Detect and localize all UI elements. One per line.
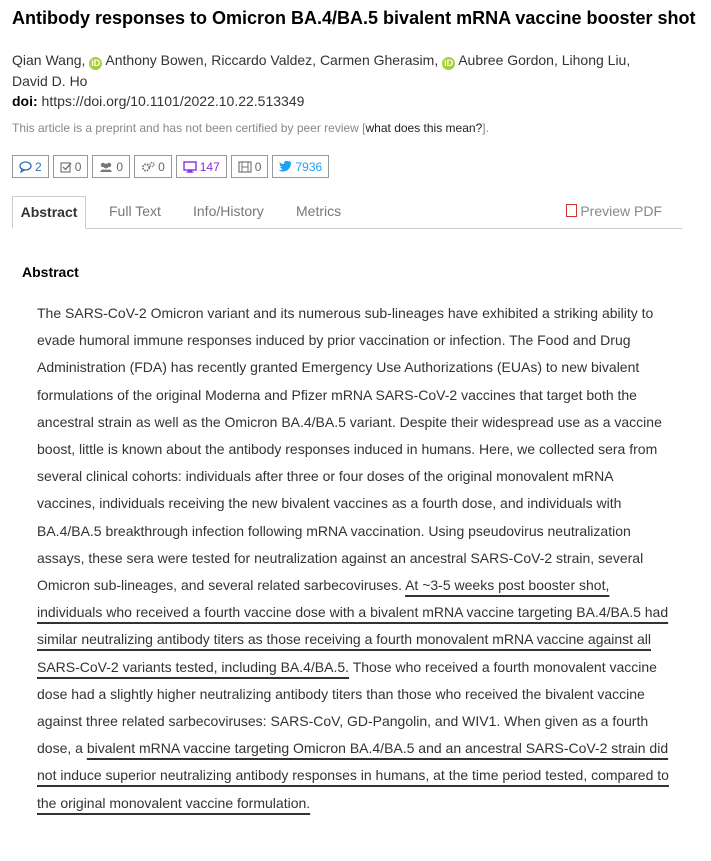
notice-end: ].: [482, 121, 489, 135]
abstract-sentence-1: The SARS-CoV-2 Omicron variant and its numerous sub-lineages have exhibited a striking ability to evade humoral immune responses induced by prior vaccination or infection. The Food and Drug Administration (FDA) has recently granted Emergency Use Authorizations (EUAs) to new bivalent formulations of the original Moderna and Pfizer mRNA SARS-CoV-2 vaccines that target both the ancestral strain as well as the Omicron BA.4/BA.5 variant. Despite their widespread use as a vaccine boost, little is known about the antibody responses induced in humans. Here, we collected sera from several clinical cohorts: individuals after three or four doses of the original monovalent mRNA vaccines, individuals receiving the new bivalent vaccines as a fourth dose, and individuals with BA.4/BA.5 breakthrough infection following mRNA vaccination. Using pseudovirus neutralization assays, these sera were tested for neutralization against an ancestral SARS-CoV-2 strain, several Omicron sub-lineages, and several related sarbecoviruses.: [37, 305, 662, 594]
author-text-1[interactable]: Qian Wang,: [12, 52, 90, 68]
preview-pdf-label: Preview PDF: [580, 203, 662, 219]
twitter-metric[interactable]: [272, 155, 329, 178]
highlighted-finding-1: At ~3-5 weeks post booster shot, individuals who received a fourth vaccine dose with a bivalent mRNA vaccine targeting BA.4/BA.5 had similar neutralizing antibody titers as those receiving a fourth monovalent mRNA vaccine against all SARS-CoV-2 variants tested, including BA.4/BA.5.: [37, 577, 669, 675]
author-text-2[interactable]: Anthony Bowen, Riccardo Valdez, Carmen Gherasim,: [105, 52, 443, 68]
orcid-icon[interactable]: iD: [444, 58, 454, 68]
tab-abstract[interactable]: Abstract: [12, 196, 86, 229]
doi-link[interactable]: https://doi.org/10.1101/2022.10.22.513349: [41, 93, 305, 109]
users-icon: [99, 161, 113, 173]
metrics-bar: [12, 155, 329, 178]
doi-label: doi:: [12, 93, 38, 109]
cogs-count: 0: [158, 159, 165, 174]
checks-metric[interactable]: [53, 155, 89, 178]
article-tabs: [12, 196, 682, 229]
orcid-icon[interactable]: iD: [91, 58, 101, 68]
comments-metric[interactable]: [12, 155, 49, 178]
users-count: 0: [116, 159, 124, 174]
comments-count: 2: [35, 159, 42, 174]
author-text-4[interactable]: David D. Ho: [12, 73, 88, 89]
abstract-sentence-3: Those who received a fourth monovalent vaccine dose had a slightly higher neutralizing antibody titers than those who received the bivalent vaccine against three related sarbecoviruses: SARS-CoV, GD-Pangolin, and WIV1. When given as a fourth dose, a: [37, 658, 657, 757]
checks-count: 0: [74, 159, 82, 174]
twitter-count: 7936: [295, 159, 323, 174]
notice-text: This article is a preprint and has not been certified by peer review [: [12, 121, 366, 135]
preprint-notice: [12, 121, 489, 135]
twitter-icon: [279, 161, 292, 172]
cogs-metric[interactable]: [134, 155, 172, 178]
film-count: 0: [254, 159, 262, 174]
article-title: Antibody responses to Omicron BA.4/BA.5 bivalent mRNA vaccine booster shot: [12, 8, 696, 28]
tab-info-history[interactable]: Info/History: [193, 203, 264, 219]
preview-pdf-link[interactable]: [566, 196, 662, 228]
film-icon: [238, 161, 252, 173]
doi-line: [12, 93, 304, 109]
comment-icon: [19, 161, 32, 173]
author-list: [12, 50, 682, 92]
checkbox-icon: [60, 161, 72, 173]
pdf-icon: [566, 204, 577, 217]
tab-full-text[interactable]: Full Text: [109, 203, 161, 219]
abstract-body: [37, 300, 670, 817]
abstract-paragraph: [37, 300, 670, 817]
highlighted-finding-2: bivalent mRNA vaccine targeting Omicron BA.4/BA.5 and an ancestral SARS-CoV-2 strain did not induce superior neutralizing antibody responses in humans, at the time period tested, compared to the original monovalent vaccine formulation.: [37, 740, 669, 811]
monitor-count: 147: [199, 159, 220, 174]
tab-metrics[interactable]: Metrics: [296, 203, 342, 219]
monitor-metric[interactable]: [176, 155, 227, 178]
abstract-heading: Abstract: [22, 264, 79, 280]
film-metric[interactable]: [231, 155, 269, 178]
users-metric[interactable]: [92, 155, 130, 178]
cogs-icon: [141, 161, 155, 173]
what-does-this-mean-link[interactable]: what does this mean?: [365, 121, 483, 135]
monitor-icon: [183, 161, 197, 173]
author-text-3[interactable]: Aubree Gordon, Lihong Liu,: [458, 52, 631, 68]
